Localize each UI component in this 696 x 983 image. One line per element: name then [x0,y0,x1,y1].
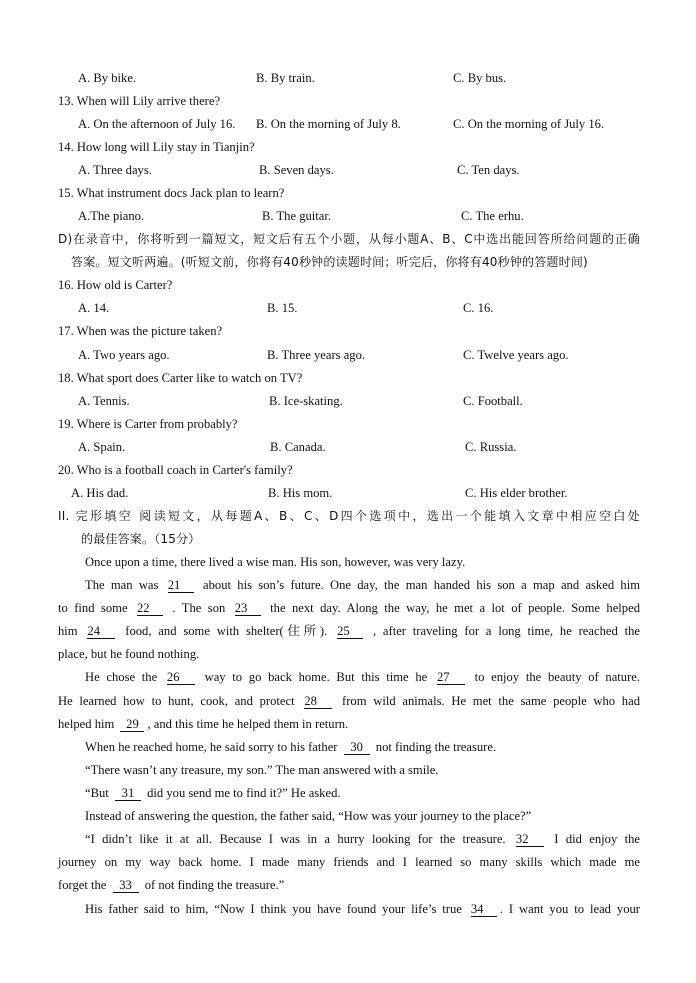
blank-21[interactable]: 21 [168,579,194,593]
q16-option-c: C. 16. [463,301,494,315]
section-d-instruction-line1: D)在录音中，你将听到一篇短文，短文后有五个小题，从每小题A、B、C中选出能回答所给问题的正确 [58,232,640,246]
passage-line: forget the 33 of not finding the treasure.” [58,878,285,892]
blank-25[interactable]: 25 [337,625,363,639]
q12-option-a: A. By bike. [78,71,137,85]
q20-option-b: B. His mom. [268,486,333,500]
passage-line: Once upon a time, there lived a wise man. His son, however, was very lazy. [85,555,466,569]
q18-option-a: A. Tennis. [78,394,130,408]
q17-option-b: B. Three years ago. [267,348,366,362]
passage-line: him 24 food, and some with shelter(住所). 25 , after traveling for a long time, he reached the [58,624,640,638]
q17-question: 17. When was the picture taken? [58,324,223,338]
q19-question: 19. Where is Carter from probably? [58,417,238,431]
q15-option-c: C. The erhu. [461,209,524,223]
q20-option-c: C. His elder brother. [465,486,568,500]
passage-line: He learned how to hunt, cook, and protect 28 from wild animals. He met the same people who had [58,694,640,708]
blank-26[interactable]: 26 [167,671,195,685]
q15-option-b: B. The guitar. [262,209,332,223]
passage-line: His father said to him, “Now I think you have found your life’s true 34 . I want you to lead your [85,902,640,916]
q12-option-c: C. By bus. [453,71,507,85]
q14-option-b: B. Seven days. [259,163,334,177]
blank-31[interactable]: 31 [115,787,141,801]
q13-question: 13. When will Lily arrive there? [58,94,221,108]
blank-27[interactable]: 27 [437,671,465,685]
passage-line: “I didn’t like it at all. Because I was in a hurry looking for the treasure. 32 I did enjoy the [85,832,640,846]
cloze-heading-line2: 的最佳答案。（15分） [81,532,201,546]
q19-option-a: A. Spain. [78,440,126,454]
section-d-instruction-line2: 答案。短文听两遍。(听短文前，你将有40秒钟的读题时间；听完后，你将有40秒钟的答题时间) [71,255,588,269]
q20-option-a: A. His dad. [71,486,129,500]
q18-option-c: C. Football. [463,394,523,408]
blank-28[interactable]: 28 [304,695,332,709]
passage-line: Instead of answering the question, the father said, “How was your journey to the place?” [85,809,532,823]
q18-question: 18. What sport does Carter like to watch on TV? [58,371,303,385]
q18-option-b: B. Ice-skating. [269,394,343,408]
passage-line: helped him 29 , and this time he helped them in return. [58,717,349,731]
q16-option-b: B. 15. [267,301,298,315]
q13-option-a: A. On the afternoon of July 16. [78,117,236,131]
q13-option-b: B. On the morning of July 8. [256,117,401,131]
blank-29[interactable]: 29 [120,718,144,732]
passage-line: He chose the 26 way to go back home. But this time he 27 to enjoy the beauty of nature. [85,670,641,684]
q14-option-a: A. Three days. [78,163,152,177]
blank-33[interactable]: 33 [113,879,139,893]
q17-option-a: A. Two years ago. [78,348,170,362]
q12-option-b: B. By train. [256,71,315,85]
blank-23[interactable]: 23 [235,602,261,616]
q19-option-b: B. Canada. [270,440,326,454]
passage-line: “There wasn’t any treasure, my son.” The man answered with a smile. [85,763,439,777]
passage-line: When he reached home, he said sorry to his father 30 not finding the treasure. [85,740,497,754]
blank-22[interactable]: 22 [137,602,163,616]
passage-line: to find some 22 . The son 23 the next day. Along the way, he met a lot of people. Some helped [58,601,640,615]
blank-30[interactable]: 30 [344,741,370,755]
blank-24[interactable]: 24 [87,625,115,639]
passage-line: “But 31 did you send me to find it?” He asked. [85,786,341,800]
q16-question: 16. How old is Carter? [58,278,173,292]
q14-option-c: C. Ten days. [457,163,520,177]
q19-option-c: C. Russia. [465,440,517,454]
cloze-heading-line1: II. 完形填空 阅读短文，从每题A、B、C、D四个选项中，选出一个能填入文章中相应空白处 [58,509,640,523]
passage-line: journey on my way back home. I made many friends and I learned so many skills which made me [58,855,640,869]
passage-line: place, but he found nothing. [58,647,200,661]
q15-question: 15. What instrument docs Jack plan to learn? [58,186,285,200]
q13-option-c: C. On the morning of July 16. [453,117,605,131]
q14-question: 14. How long will Lily stay in Tianjin? [58,140,255,154]
blank-34[interactable]: 34 [471,903,497,917]
passage-line: The man was 21 about his son’s future. One day, the man handed his son a map and asked him [85,578,640,592]
q15-option-a: A.The piano. [78,209,145,223]
blank-32[interactable]: 32 [516,833,544,847]
q17-option-c: C. Twelve years ago. [463,348,569,362]
q20-question: 20. Who is a football coach in Carter's family? [58,463,293,477]
q16-option-a: A. 14. [78,301,110,315]
